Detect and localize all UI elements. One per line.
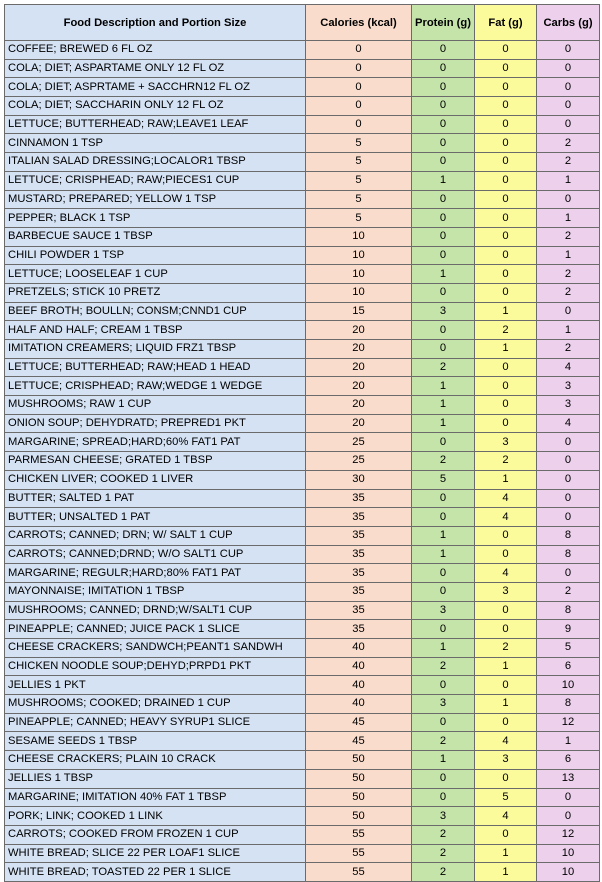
carbs-cell: 8 [537,526,600,545]
table-row [5,695,600,714]
protein-cell: 1 [412,377,475,396]
food-description-cell: JELLIES 1 PKT [5,676,306,695]
protein-cell: 5 [412,470,475,489]
fat-cell: 1 [475,844,537,863]
fat-cell: 3 [475,433,537,452]
calories-cell: 10 [306,265,412,284]
food-description-cell: HALF AND HALF; CREAM 1 TBSP [5,321,306,340]
food-description-cell: WHITE BREAD; TOASTED 22 PER 1 SLICE [5,863,306,882]
protein-cell: 3 [412,695,475,714]
calories-cell: 5 [306,209,412,228]
table-row [5,190,600,209]
food-description-cell: COLA; DIET; ASPRTAME + SACCHRN12 FL OZ [5,78,306,97]
protein-cell: 0 [412,59,475,78]
protein-cell: 3 [412,601,475,620]
carbs-cell: 0 [537,489,600,508]
calories-cell: 5 [306,153,412,172]
protein-cell: 0 [412,78,475,97]
protein-cell: 0 [412,769,475,788]
fat-cell: 0 [475,134,537,153]
carbs-cell: 8 [537,545,600,564]
carbs-cell: 0 [537,59,600,78]
table-row [5,732,600,751]
calories-cell: 25 [306,452,412,471]
food-description-cell: ITALIAN SALAD DRESSING;LOCALOR1 TBSP [5,153,306,172]
fat-cell: 1 [475,340,537,359]
nutrition-table [4,4,600,882]
table-row [5,340,600,359]
fat-cell: 0 [475,377,537,396]
food-description-cell: CINNAMON 1 TSP [5,134,306,153]
carbs-cell: 0 [537,302,600,321]
table-row [5,601,600,620]
food-description-cell: SESAME SEEDS 1 TBSP [5,732,306,751]
food-description-cell: ONION SOUP; DEHYDRATD; PREPRED1 PKT [5,414,306,433]
protein-cell: 3 [412,302,475,321]
food-description-cell: CHILI POWDER 1 TSP [5,246,306,265]
protein-cell: 0 [412,246,475,265]
calories-cell: 25 [306,433,412,452]
food-description-cell: WHITE BREAD; SLICE 22 PER LOAF1 SLICE [5,844,306,863]
carbs-cell: 2 [537,134,600,153]
table-row [5,265,600,284]
table-row [5,321,600,340]
protein-cell: 1 [412,396,475,415]
protein-cell: 2 [412,452,475,471]
protein-cell: 0 [412,134,475,153]
carbs-cell: 0 [537,115,600,134]
food-description-cell: LETTUCE; CRISPHEAD; RAW;WEDGE 1 WEDGE [5,377,306,396]
table-row [5,825,600,844]
calories-cell: 40 [306,657,412,676]
protein-cell: 2 [412,844,475,863]
protein-cell: 0 [412,190,475,209]
carbs-cell: 10 [537,863,600,882]
fat-cell: 0 [475,526,537,545]
carbs-cell: 5 [537,639,600,658]
fat-cell: 5 [475,788,537,807]
food-description-cell: CARROTS; CANNED; DRN; W/ SALT 1 CUP [5,526,306,545]
calories-cell: 20 [306,377,412,396]
protein-cell: 0 [412,209,475,228]
calories-cell: 35 [306,508,412,527]
calories-cell: 55 [306,863,412,882]
table-row [5,863,600,882]
food-description-cell: BUTTER; UNSALTED 1 PAT [5,508,306,527]
table-row [5,564,600,583]
table-row [5,302,600,321]
protein-cell: 0 [412,508,475,527]
fat-cell: 4 [475,732,537,751]
carbs-cell: 4 [537,414,600,433]
food-description-cell: MUSHROOMS; RAW 1 CUP [5,396,306,415]
fat-cell: 1 [475,470,537,489]
calories-cell: 35 [306,489,412,508]
protein-cell: 0 [412,340,475,359]
fat-cell: 4 [475,489,537,508]
carbs-cell: 0 [537,452,600,471]
table-row [5,358,600,377]
food-description-cell: LETTUCE; BUTTERHEAD; RAW;LEAVE1 LEAF [5,115,306,134]
table-row [5,713,600,732]
protein-cell: 2 [412,732,475,751]
carbs-cell: 0 [537,433,600,452]
calories-cell: 0 [306,97,412,116]
fat-cell: 0 [475,190,537,209]
calories-cell: 20 [306,414,412,433]
food-description-cell: BEEF BROTH; BOULLN; CONSM;CNND1 CUP [5,302,306,321]
fat-cell: 0 [475,620,537,639]
table-row [5,115,600,134]
fat-cell: 0 [475,676,537,695]
food-description-cell: JELLIES 1 TBSP [5,769,306,788]
calories-cell: 20 [306,358,412,377]
protein-cell: 1 [412,526,475,545]
fat-cell: 4 [475,564,537,583]
table-row [5,171,600,190]
food-description-cell: MARGARINE; SPREAD;HARD;60% FAT1 PAT [5,433,306,452]
food-description-cell: COLA; DIET; SACCHARIN ONLY 12 FL OZ [5,97,306,116]
food-description-cell: MARGARINE; IMITATION 40% FAT 1 TBSP [5,788,306,807]
table-row [5,657,600,676]
carbs-cell: 6 [537,657,600,676]
calories-cell: 50 [306,751,412,770]
food-description-cell: PEPPER; BLACK 1 TSP [5,209,306,228]
fat-cell: 1 [475,302,537,321]
protein-cell: 0 [412,489,475,508]
protein-cell: 1 [412,414,475,433]
table-row [5,377,600,396]
fat-cell: 0 [475,115,537,134]
carbs-cell: 13 [537,769,600,788]
food-description-cell: PINEAPPLE; CANNED; JUICE PACK 1 SLICE [5,620,306,639]
calories-cell: 10 [306,246,412,265]
fat-cell: 0 [475,825,537,844]
header-protein: Protein (g) [412,5,475,41]
calories-cell: 35 [306,526,412,545]
fat-cell: 0 [475,396,537,415]
calories-cell: 50 [306,807,412,826]
protein-cell: 1 [412,545,475,564]
fat-cell: 2 [475,321,537,340]
table-row [5,414,600,433]
table-row [5,751,600,770]
table-row [5,433,600,452]
calories-cell: 20 [306,340,412,359]
table-row [5,489,600,508]
calories-cell: 35 [306,545,412,564]
fat-cell: 0 [475,414,537,433]
food-description-cell: BARBECUE SAUCE 1 TBSP [5,227,306,246]
food-description-cell: MUSTARD; PREPARED; YELLOW 1 TSP [5,190,306,209]
calories-cell: 20 [306,321,412,340]
fat-cell: 4 [475,807,537,826]
header-food-description: Food Description and Portion Size [5,5,306,41]
calories-cell: 10 [306,283,412,302]
table-row [5,526,600,545]
table-row [5,676,600,695]
food-description-cell: LETTUCE; CRISPHEAD; RAW;PIECES1 CUP [5,171,306,190]
fat-cell: 2 [475,639,537,658]
protein-cell: 0 [412,321,475,340]
carbs-cell: 12 [537,713,600,732]
carbs-cell: 1 [537,732,600,751]
calories-cell: 0 [306,59,412,78]
table-row [5,396,600,415]
calories-cell: 55 [306,844,412,863]
table-row [5,41,600,60]
fat-cell: 3 [475,582,537,601]
food-description-cell: MUSHROOMS; COOKED; DRAINED 1 CUP [5,695,306,714]
header-fat: Fat (g) [475,5,537,41]
protein-cell: 0 [412,676,475,695]
fat-cell: 4 [475,508,537,527]
carbs-cell: 3 [537,377,600,396]
fat-cell: 0 [475,283,537,302]
fat-cell: 2 [475,452,537,471]
food-description-cell: COFFEE; BREWED 6 FL OZ [5,41,306,60]
protein-cell: 2 [412,863,475,882]
table-row [5,134,600,153]
calories-cell: 40 [306,676,412,695]
carbs-cell: 0 [537,470,600,489]
calories-cell: 50 [306,769,412,788]
protein-cell: 0 [412,433,475,452]
food-description-cell: CARROTS; COOKED FROM FROZEN 1 CUP [5,825,306,844]
table-row [5,470,600,489]
header-carbs: Carbs (g) [537,5,600,41]
carbs-cell: 8 [537,601,600,620]
food-description-cell: IMITATION CREAMERS; LIQUID FRZ1 TBSP [5,340,306,359]
fat-cell: 0 [475,78,537,97]
food-description-cell: LETTUCE; BUTTERHEAD; RAW;HEAD 1 HEAD [5,358,306,377]
fat-cell: 0 [475,171,537,190]
food-description-cell: CHICKEN LIVER; COOKED 1 LIVER [5,470,306,489]
protein-cell: 0 [412,713,475,732]
fat-cell: 0 [475,246,537,265]
carbs-cell: 9 [537,620,600,639]
carbs-cell: 0 [537,788,600,807]
carbs-cell: 6 [537,751,600,770]
protein-cell: 1 [412,265,475,284]
table-row [5,59,600,78]
protein-cell: 0 [412,582,475,601]
fat-cell: 1 [475,657,537,676]
carbs-cell: 1 [537,246,600,265]
table-row [5,508,600,527]
protein-cell: 0 [412,115,475,134]
carbs-cell: 0 [537,508,600,527]
calories-cell: 45 [306,732,412,751]
protein-cell: 1 [412,171,475,190]
calories-cell: 5 [306,134,412,153]
table-row [5,545,600,564]
carbs-cell: 0 [537,564,600,583]
nutrition-table-container [4,4,600,882]
table-row [5,227,600,246]
food-description-cell: MAYONNAISE; IMITATION 1 TBSP [5,582,306,601]
fat-cell: 0 [475,358,537,377]
food-description-cell: CARROTS; CANNED;DRND; W/O SALT1 CUP [5,545,306,564]
carbs-cell: 12 [537,825,600,844]
fat-cell: 0 [475,59,537,78]
calories-cell: 35 [306,601,412,620]
carbs-cell: 0 [537,78,600,97]
carbs-cell: 2 [537,265,600,284]
calories-cell: 0 [306,78,412,97]
protein-cell: 3 [412,807,475,826]
carbs-cell: 0 [537,41,600,60]
calories-cell: 0 [306,41,412,60]
carbs-cell: 2 [537,283,600,302]
carbs-cell: 10 [537,844,600,863]
table-row [5,246,600,265]
food-description-cell: MARGARINE; REGULR;HARD;80% FAT1 PAT [5,564,306,583]
food-description-cell: LETTUCE; LOOSELEAF 1 CUP [5,265,306,284]
food-description-cell: PINEAPPLE; CANNED; HEAVY SYRUP1 SLICE [5,713,306,732]
protein-cell: 0 [412,97,475,116]
food-description-cell: CHEESE CRACKERS; PLAIN 10 CRACK [5,751,306,770]
protein-cell: 0 [412,788,475,807]
table-row [5,78,600,97]
carbs-cell: 8 [537,695,600,714]
carbs-cell: 2 [537,227,600,246]
food-description-cell: MUSHROOMS; CANNED; DRND;W/SALT1 CUP [5,601,306,620]
calories-cell: 0 [306,115,412,134]
protein-cell: 2 [412,825,475,844]
calories-cell: 35 [306,582,412,601]
header-row [5,5,600,41]
food-description-cell: PARMESAN CHEESE; GRATED 1 TBSP [5,452,306,471]
fat-cell: 0 [475,769,537,788]
carbs-cell: 2 [537,340,600,359]
protein-cell: 0 [412,41,475,60]
fat-cell: 0 [475,209,537,228]
fat-cell: 3 [475,751,537,770]
table-row [5,807,600,826]
calories-cell: 10 [306,227,412,246]
fat-cell: 0 [475,153,537,172]
table-row [5,452,600,471]
fat-cell: 0 [475,227,537,246]
protein-cell: 2 [412,657,475,676]
table-row [5,582,600,601]
calories-cell: 45 [306,713,412,732]
protein-cell: 2 [412,358,475,377]
calories-cell: 55 [306,825,412,844]
carbs-cell: 1 [537,321,600,340]
fat-cell: 0 [475,601,537,620]
carbs-cell: 10 [537,676,600,695]
food-description-cell: PORK; LINK; COOKED 1 LINK [5,807,306,826]
table-row [5,769,600,788]
fat-cell: 0 [475,545,537,564]
carbs-cell: 0 [537,190,600,209]
carbs-cell: 0 [537,807,600,826]
protein-cell: 1 [412,751,475,770]
food-description-cell: BUTTER; SALTED 1 PAT [5,489,306,508]
calories-cell: 15 [306,302,412,321]
food-description-cell: PRETZELS; STICK 10 PRETZ [5,283,306,302]
food-description-cell: CHICKEN NOODLE SOUP;DEHYD;PRPD1 PKT [5,657,306,676]
protein-cell: 0 [412,227,475,246]
table-row [5,639,600,658]
carbs-cell: 4 [537,358,600,377]
table-body [5,41,600,882]
carbs-cell: 2 [537,153,600,172]
table-row [5,788,600,807]
calories-cell: 20 [306,396,412,415]
table-row [5,97,600,116]
food-description-cell: COLA; DIET; ASPARTAME ONLY 12 FL OZ [5,59,306,78]
calories-cell: 50 [306,788,412,807]
calories-cell: 40 [306,695,412,714]
calories-cell: 30 [306,470,412,489]
protein-cell: 0 [412,620,475,639]
fat-cell: 0 [475,97,537,116]
table-row [5,209,600,228]
food-description-cell: CHEESE CRACKERS; SANDWCH;PEANT1 SANDWH [5,639,306,658]
protein-cell: 0 [412,564,475,583]
calories-cell: 5 [306,190,412,209]
calories-cell: 35 [306,620,412,639]
table-row [5,283,600,302]
protein-cell: 0 [412,153,475,172]
carbs-cell: 1 [537,209,600,228]
fat-cell: 0 [475,41,537,60]
fat-cell: 1 [475,863,537,882]
carbs-cell: 0 [537,97,600,116]
table-row [5,620,600,639]
calories-cell: 5 [306,171,412,190]
protein-cell: 1 [412,639,475,658]
carbs-cell: 3 [537,396,600,415]
header-calories: Calories (kcal) [306,5,412,41]
fat-cell: 0 [475,713,537,732]
calories-cell: 40 [306,639,412,658]
table-row [5,153,600,172]
calories-cell: 35 [306,564,412,583]
table-row [5,844,600,863]
fat-cell: 1 [475,695,537,714]
carbs-cell: 2 [537,582,600,601]
carbs-cell: 1 [537,171,600,190]
fat-cell: 0 [475,265,537,284]
protein-cell: 0 [412,283,475,302]
